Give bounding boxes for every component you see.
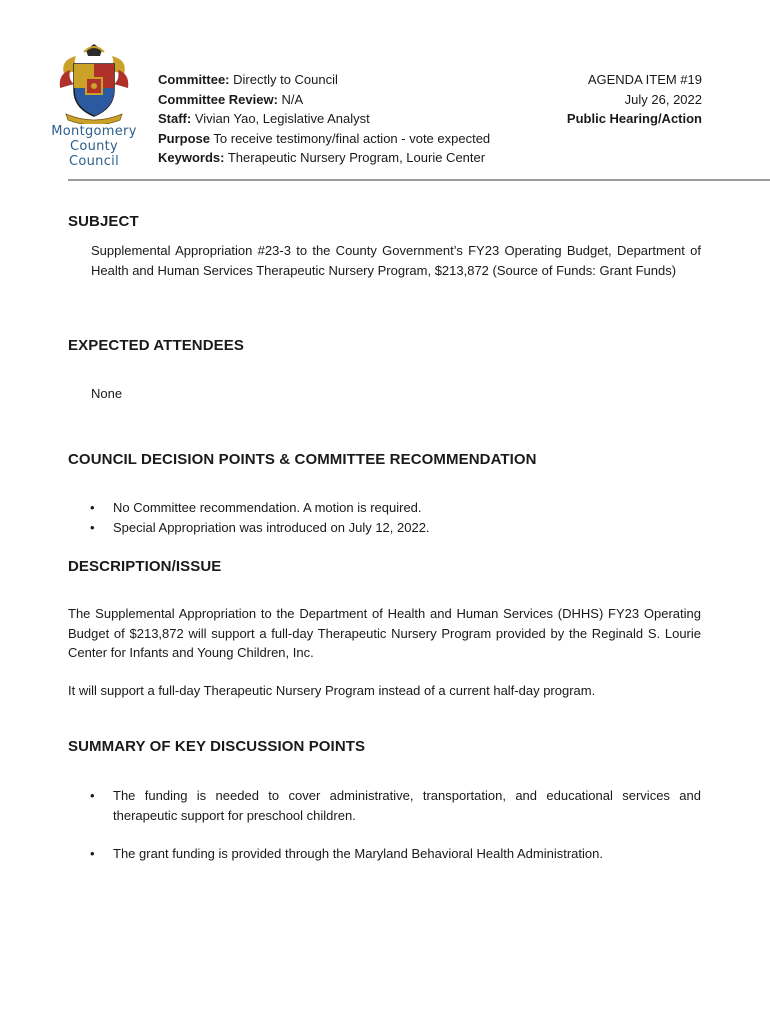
- staff-label: Staff:: [158, 111, 192, 126]
- agenda-type: Public Hearing/Action: [566, 111, 702, 126]
- keywords-value: Therapeutic Nursery Program, Lourie Center: [227, 150, 486, 165]
- staff-value: Vivian Yao, Legislative Analyst: [194, 111, 370, 126]
- agenda-block: [567, 70, 702, 129]
- agenda-item-number: AGENDA ITEM #19: [587, 72, 702, 87]
- county-seal-icon: [56, 44, 132, 124]
- purpose-value: To receive testimony/final action - vote expected: [213, 130, 491, 146]
- summary-item-text: The grant funding is provided through the Maryland Behavioral Health Administration.: [113, 846, 603, 861]
- list-item: [86, 786, 701, 825]
- purpose-line: [158, 129, 490, 149]
- decision-list: [86, 498, 701, 537]
- committee-value: Directly to Council: [233, 72, 338, 87]
- purpose-label: Purpose: [158, 130, 211, 146]
- review-value: N/A: [281, 91, 304, 107]
- keywords-label: Keywords:: [158, 150, 225, 165]
- summary-list: [86, 786, 701, 864]
- committee-line: [158, 70, 490, 90]
- review-line: [158, 90, 490, 110]
- keywords-line: [158, 148, 490, 168]
- meta-block: [158, 70, 490, 168]
- committee-label: Committee:: [158, 72, 230, 87]
- attendees-text: None: [91, 386, 123, 401]
- summary-item-text: The funding is needed to cover administrative, transportation, and educational services and therapeutic support for preschool children.: [113, 788, 701, 823]
- agenda-date: July 26, 2022: [624, 91, 702, 107]
- county-logo: [44, 44, 144, 169]
- bullet: •: [90, 788, 95, 803]
- bullet: •: [90, 846, 95, 861]
- list-item: [86, 844, 701, 864]
- description-heading: DESCRIPTION/ISSUE: [68, 558, 222, 575]
- list-item: [86, 498, 701, 518]
- staff-line: [158, 109, 490, 129]
- logo-line-1: Montgomery: [51, 124, 137, 139]
- decision-item-text: No Committee recommendation. A motion is required.: [113, 500, 422, 515]
- decision-heading: COUNCIL DECISION POINTS & COMMITTEE RECOMMENDATION: [68, 451, 537, 468]
- decision-item-text: Special Appropriation was introduced on July 12, 2022.: [113, 519, 430, 535]
- bullet: •: [90, 500, 95, 515]
- description-paragraph-1: The Supplemental Appropriation to the Department of Health and Human Services (DHHS) FY23 Operating Budget of $213,872 will support a full-day Therapeutic Nursery Program provided by the Reginald S. Lourie Center for Infants and Young Children, Inc.: [68, 606, 701, 660]
- description-paragraph-2: It will support a full-day Therapeutic Nursery Program instead of a current half-day program.: [68, 683, 596, 698]
- list-item: [86, 518, 701, 538]
- subject-heading: SUBJECT: [68, 213, 139, 230]
- attendees-heading: EXPECTED ATTENDEES: [68, 337, 244, 354]
- header-divider: [68, 179, 770, 181]
- bullet: •: [90, 519, 95, 535]
- logo-line-2: County Council: [69, 139, 119, 169]
- review-label: Committee Review:: [158, 91, 278, 107]
- summary-heading: SUMMARY OF KEY DISCUSSION POINTS: [68, 738, 366, 755]
- subject-text: Supplemental Appropriation #23-3 to the County Government’s FY23 Operating Budget, Department of Health and Human Services Therapeutic Nursery Program, $213,872 (Source of Funds: Grant Funds): [91, 243, 701, 278]
